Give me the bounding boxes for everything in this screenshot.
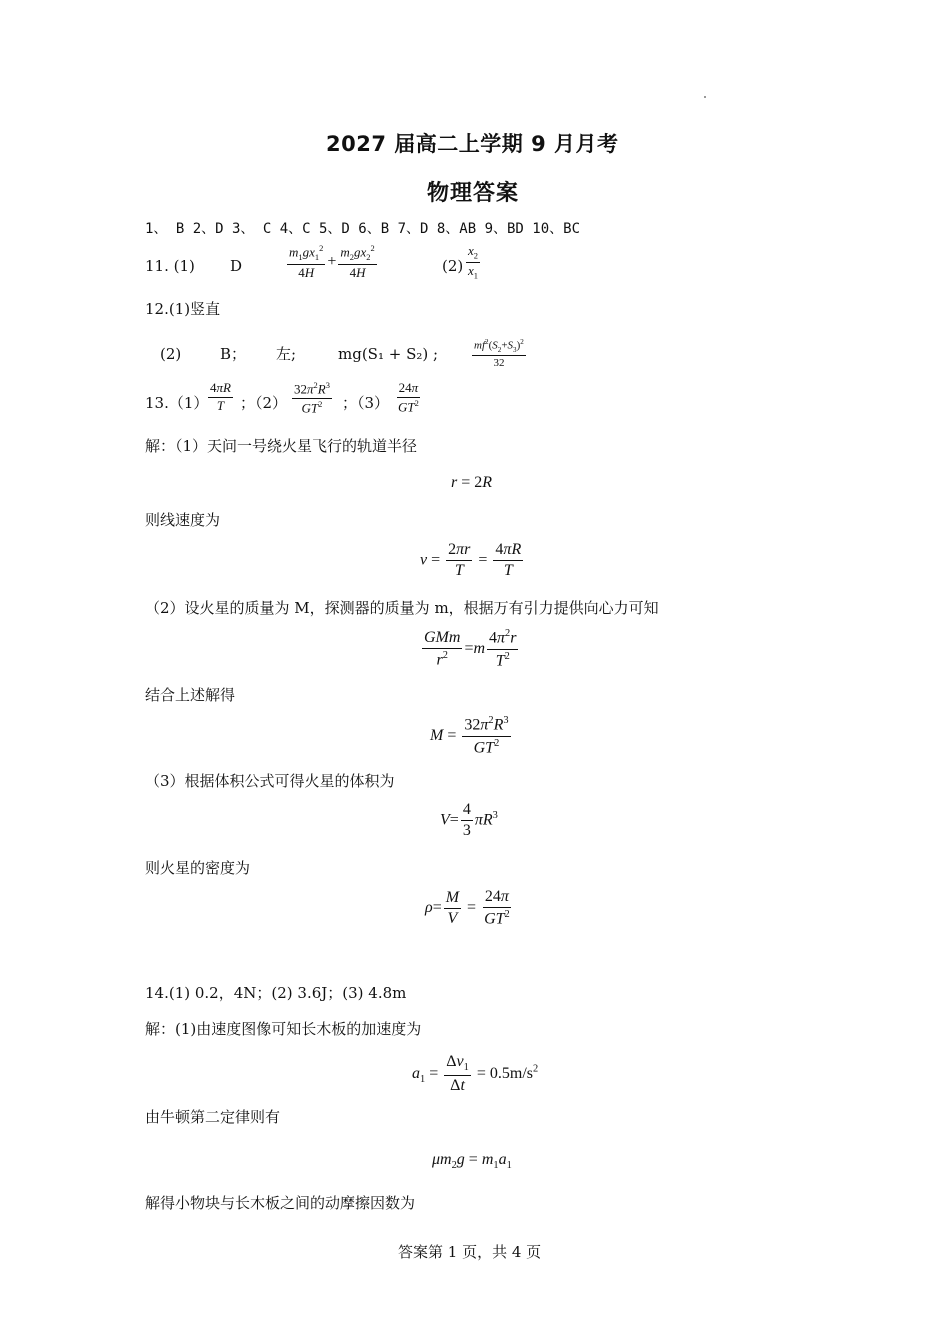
multiple-choice-answers: 1、 B 2、D 3、 C 4、C 5、D 6、B 7、D 8、AB 9、BD 10、BC [145,221,581,237]
q13-text-density: 则火星的密度为 [145,859,251,877]
q13-text-speed: 则线速度为 [145,511,221,529]
q11-answer-1: D [230,257,243,275]
q13-eq-gravitation: $\frac{\text{GMm}}{r^2}$ =m $\frac{4\pi^2r}{T^2}$ [424,628,517,670]
q12-formula-kinetic: $\frac{mf^2(S_2+S_3)^2}{32}$ [474,338,524,370]
q13-sep-3: ；（3） [342,394,390,412]
q13-ans1: $\frac{4\pi R}{T}$ [210,380,231,413]
q13-label: 13.（1） [145,394,209,412]
q13-text-combine: 结合上述解得 [145,686,236,704]
q13-part3-text: （3）根据体积公式可得火星的体积为 [145,772,395,790]
q12-part1: 12.(1)竖直 [145,300,221,318]
scan-speck [704,96,706,98]
q13-eq-volume: V= $\frac{4}{3}$ $\pi R^3$ [440,801,498,840]
q13-eq-velocity: v = $\frac{2\pi r}{T}$ = $\frac{4\pi R}{T}$ [420,541,522,580]
q14-text-newton: 由牛顿第二定律则有 [145,1108,281,1126]
q12-part2-label: (2) [160,345,182,363]
answer-subtitle: 物理答案 [427,181,520,206]
q11-formula-ratio: $\frac{x_2}{x_1}$ [468,243,478,281]
q13-eq-radius: r = 2R [451,474,493,491]
exam-title: 2027 届高二上学期 9 月月考 [326,132,619,156]
q14-answers: 14.(1) 0.2，4N；(2) 3.6J；(3) 4.8m [145,984,407,1002]
q13-ans3: $\frac{24\pi}{GT^2}$ [398,380,419,415]
q11-part2-label: (2) [442,257,464,275]
page-footer: 答案第 1 页，共 4 页 [398,1243,542,1261]
q11-label: 11. (1) [145,257,195,275]
q13-part2-text: （2）设火星的质量为 M，探测器的质量为 m，根据万有引力提供向心力可知 [145,599,659,617]
q11-formula-energy: $\frac{m_1gx_1^2}{4H}$ + $\frac{m_2gx_2^2}{4H}$ [289,243,375,280]
q12-answer-left: 左; [276,345,297,363]
q13-ans2: $\frac{32\pi^2R^3}{GT^2}$ [294,380,330,416]
q14-eq-newton: $\mu m_2g = m_1a_1$ [432,1151,512,1172]
q14-text-friction: 解得小物块与长木板之间的动摩擦因数为 [145,1194,416,1212]
q13-sep-2: ；（2） [240,394,288,412]
q13-eq-density: ρ= $\frac{M}{V}$ = $\frac{24\pi}{GT^2}$ [425,888,510,928]
q14-eq-acceleration: $a_1$ = $\frac{\Delta v_1}{\Delta t}$ = $0.5m/s^2$ [412,1053,539,1095]
q14-solution-intro: 解：(1)由速度图像可知长木板的加速度为 [145,1020,422,1038]
q13-solution-intro: 解：（1）天问一号绕火星飞行的轨道半径 [145,437,418,455]
q13-eq-mass: M = $\frac{32\pi^2R^3}{GT^2}$ [430,715,509,757]
q12-answer-mg: mg(S₁ + S₂) ; [338,345,439,363]
q12-answer-b: B； [220,345,247,363]
